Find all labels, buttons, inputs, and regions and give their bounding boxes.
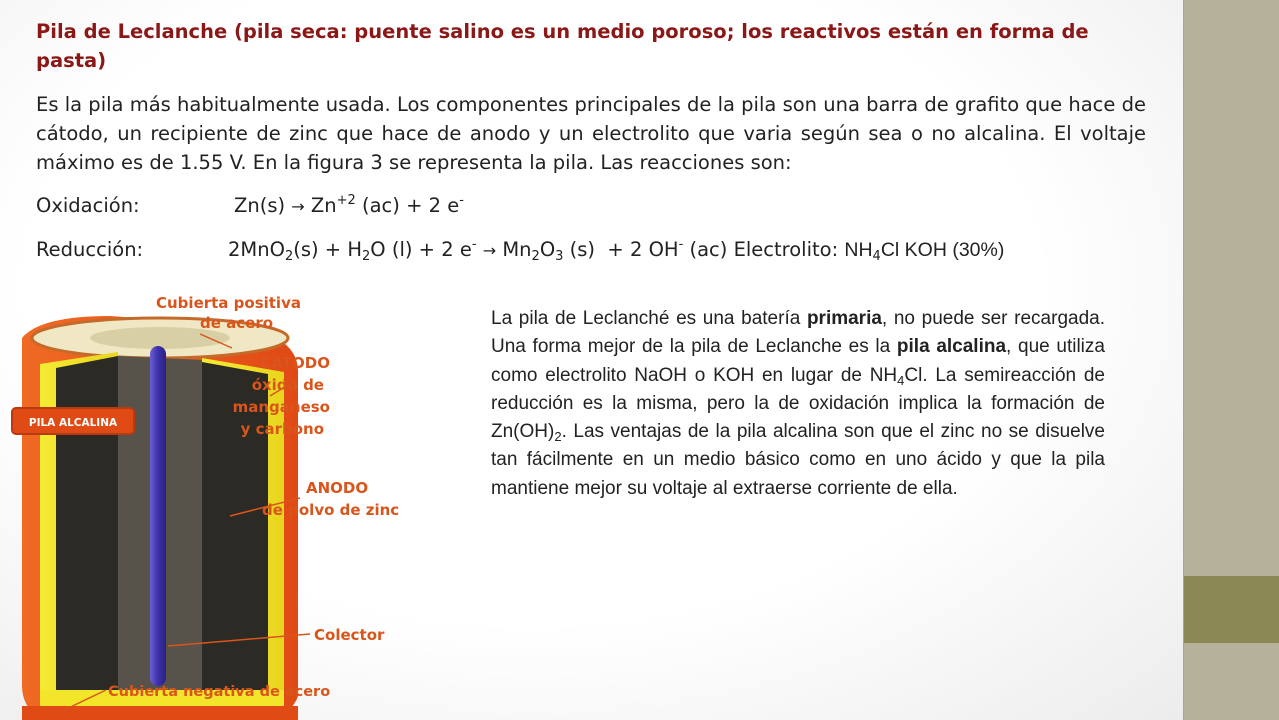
label-negative: Cubierta negativa de acero: [108, 684, 331, 700]
label-collector: Colector: [314, 626, 385, 644]
collector-rod: [150, 346, 166, 686]
reduction-reaction: Reducción: $2MnO_2(s) + H_2O$ (l) + 2 $e^- \to Mn_2O_3$ (s) + 2 OH- (ac) Electrolito: $NH_4Cl$ KOH (30%): [36, 237, 1005, 264]
label-positive-2: de acero: [200, 314, 274, 332]
battery-diagram: [0, 286, 400, 720]
intro-paragraph: Es la pila más habitualmente usada. Los componentes principales de la pila son una barra de grafito que hace de cátodo, un recipiente de zinc que hace de anodo y un electrolito que varia según sea o no alcalina. El voltaje máximo es de 1.55 V. En la figura 3 se representa la pila. Las reacciones son:: [36, 93, 1146, 174]
oxidation-reactant: Zn(s): [234, 194, 286, 217]
label-cathode-3: manganeso: [232, 398, 330, 416]
oxidation-reaction: Oxidación: $Zn(s) \to Zn^{+2}$ (ac) + 2 e-: [36, 192, 464, 221]
negative-casing: [22, 706, 298, 720]
label-cathode-4: y carbono: [240, 420, 324, 438]
label-anode-1: ANODO: [306, 479, 369, 497]
side-divider: [1183, 0, 1184, 720]
badge-text: PILA ALCALINA: [28, 417, 118, 429]
label-anode-2: de polvo de zinc: [262, 501, 400, 519]
reaction-arrow-icon: →: [291, 197, 305, 216]
label-cathode-2: óxido de: [251, 376, 324, 394]
alkaline-description: La pila de Leclanché es una batería primaria, no puede ser recargada. Una forma mejor de la pila de Leclanche es la pila alcalina, que utiliza como electrolito NaOH o KOH en lugar de $NH_4Cl$. La semireacción de reducción es la misma, pero la de oxidación implica la formación de $Zn(OH)_2$. Las ventajas de la pila alcalina son que el zinc no se disuelve tan fácilmente en un medio básico como en uno ácido y que la pila mantiene mejor su voltaje al extraerse corriente de ella.: [491, 308, 1105, 499]
side-accent-band: [1183, 576, 1279, 643]
oxidation-label: Oxidación:: [36, 194, 140, 217]
label-positive-1: Cubierta positiva: [156, 294, 301, 312]
reduction-label: Reducción:: [36, 238, 144, 261]
reaction-arrow-icon: →: [482, 241, 497, 260]
battery-figure: [0, 286, 400, 720]
label-cathode-1: CATODO: [260, 354, 330, 372]
slide-title: Pila de Leclanche (pila seca: puente salino es un medio poroso; los reactivos están en forma de pasta): [36, 20, 1089, 72]
